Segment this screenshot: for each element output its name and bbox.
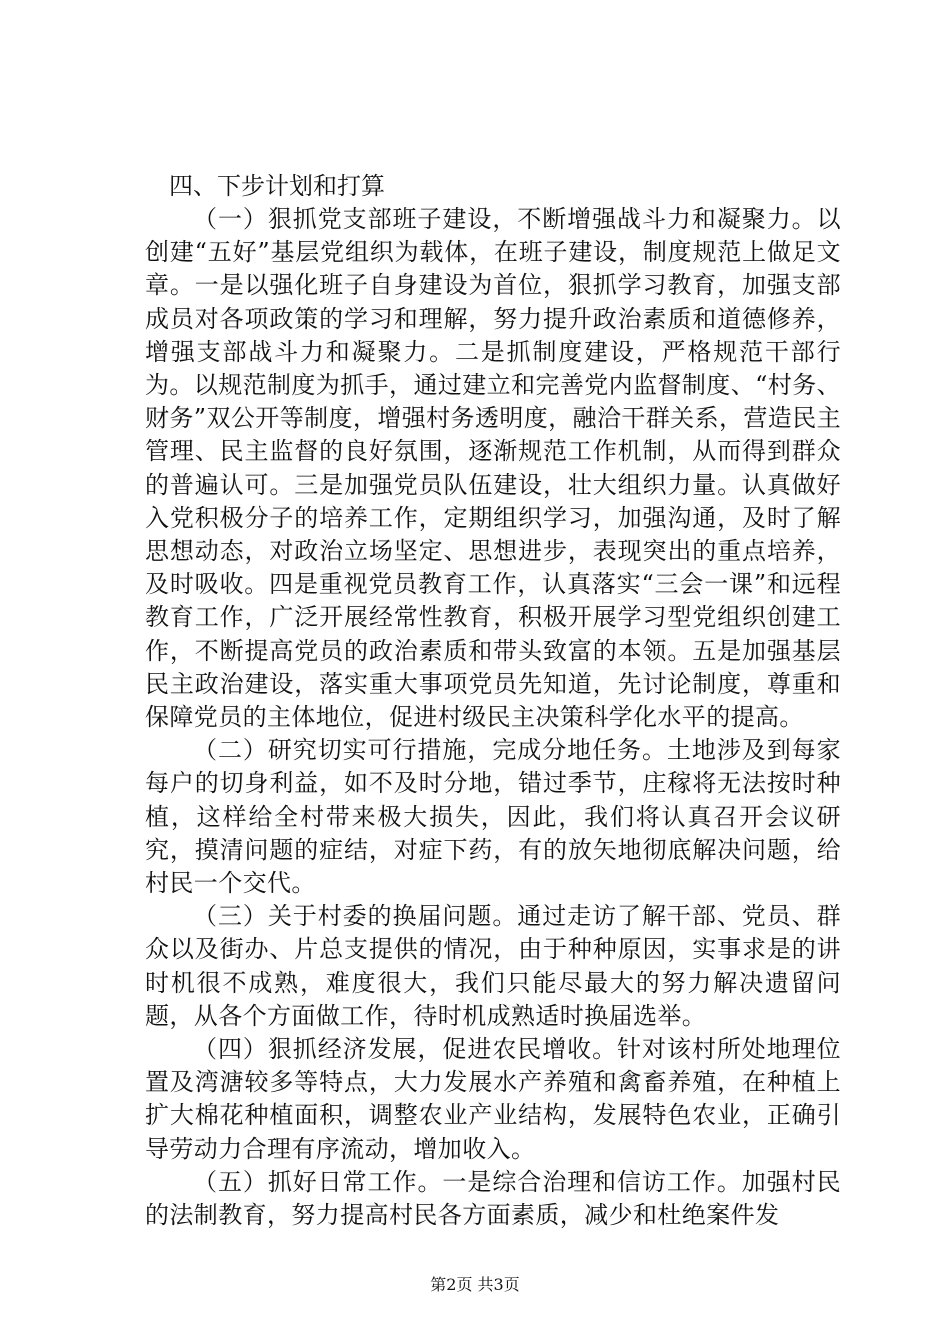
- paragraph-5: （五）抓好日常工作。一是综合治理和信访工作。加强村民的法制教育，努力提高村民各方面素质，减少和杜绝案件发: [145, 1167, 841, 1230]
- paragraph-1: （一）狠抓党支部班子建设，不断增强战斗力和凝聚力。以创建“五好”基层党组织为载体，在班子建设，制度规范上做足文章。一是以强化班子自身建设为首位，狠抓学习教育，加强支部成员对各项政策的学习和理解，努力提升政治素质和道德修养，增强支部战斗力和凝聚力。二是抓制度建设，严格规范干部行为。以规范制度为抓手，通过建立和完善党内监督制度、“村务、财务”双公开等制度，增强村务透明度，融洽干群关系，营造民主管理、民主监督的良好氛围，逐渐规范工作机制，从而得到群众的普遍认可。三是加强党员队伍建设，壮大组织力量。认真做好入党积极分子的培养工作，定期组织学习，加强沟通，及时了解思想动态，对政治立场坚定、思想进步，表现突出的重点培养，及时吸收。四是重视党员教育工作，认真落实“三会一课”和远程教育工作，广泛开展经常性教育，积极开展学习型党组织创建工作，不断提高党员的政治素质和带头致富的本领。五是加强基层民主政治建设，落实重大事项党员先知道，先讨论制度，尊重和保障党员的主体地位，促进村级民主决策科学化水平的提高。: [145, 205, 841, 732]
- paragraph-2: （二）研究切实可行措施，完成分地任务。土地涉及到每家每户的切身利益，如不及时分地，错过季节，庄稼将无法按时种植，这样给全村带来极大损失，因此，我们将认真召开会议研究，摸清问题的症结，对症下药，有的放矢地彻底解决问题，给村民一个交代。: [145, 736, 841, 898]
- document-body: [145, 170, 841, 1232]
- paragraph-3: （三）关于村委的换届问题。通过走访了解干部、党员、群众以及街办、片总支提供的情况，由于种种原因，实事求是的讲时机很不成熟，难度很大，我们只能尽最大的努力解决遗留问题，从各个方面做工作，待时机成熟适时换届选举。: [145, 902, 841, 1030]
- paragraph-4: （四）狠抓经济发展，促进农民增收。针对该村所处地理位置及湾溏较多等特点，大力发展水产养殖和禽畜养殖，在种植上扩大棉花种植面积，调整农业产业结构，发展特色农业，正确引导劳动力合理有序流动，增加收入。: [145, 1035, 841, 1163]
- page-footer: 第2页 共3页: [430, 1275, 520, 1294]
- section-heading: 四、下步计划和打算: [169, 172, 385, 200]
